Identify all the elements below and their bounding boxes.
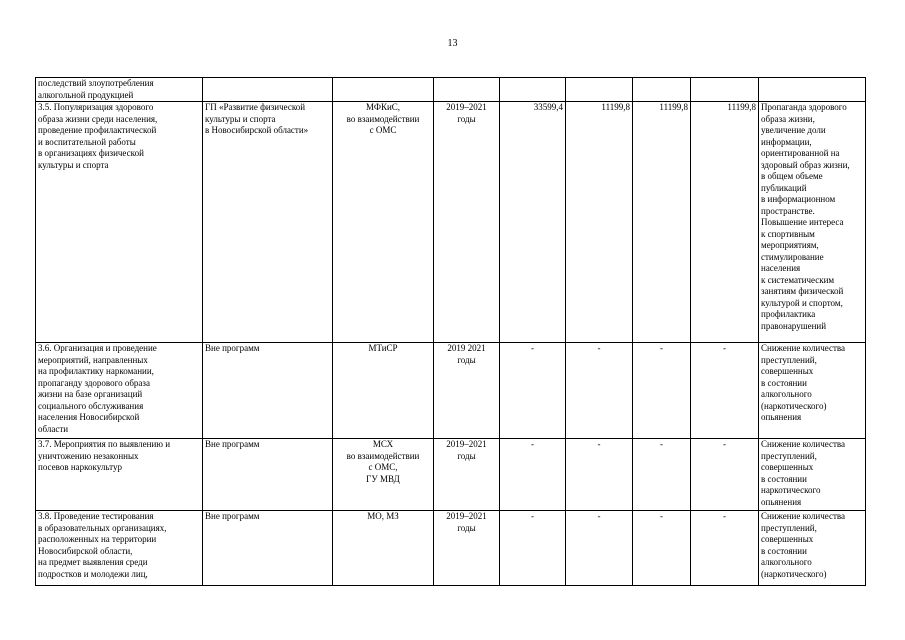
executor-cell: МФКиС, во взаимодействии с ОМС <box>333 102 434 343</box>
period-cell: 2019–2021 годы <box>434 439 500 511</box>
table-row <box>36 511 866 586</box>
total-cell: 33599,4 <box>500 102 566 343</box>
page-number: 13 <box>447 38 458 49</box>
period-cell: 2019 2021 годы <box>434 343 500 439</box>
table-row <box>36 102 866 343</box>
total-cell: - <box>500 439 566 511</box>
total-cell: - <box>500 511 566 586</box>
program-cell: ГП «Развитие физической культуры и спорта в Новосибирской области» <box>203 102 333 343</box>
total-cell <box>500 78 566 102</box>
year-2019-cell: - <box>566 439 633 511</box>
year-2019-cell: 11199,8 <box>566 102 633 343</box>
program-cell: Вне программ <box>203 511 333 586</box>
year-2019-cell: - <box>566 343 633 439</box>
measure-cell: 3.8. Проведение тестирования в образовательных организациях, расположенных на территории Новосибирской области, на предмет выявления среди подростков и молодежи лиц, <box>36 511 203 586</box>
total-cell: - <box>500 343 566 439</box>
year-2021-cell <box>691 78 759 102</box>
measure-cell: 3.6. Организация и проведение мероприятий, направленных на профилактику наркомании, пропаганду здорового образа жизни на базе организаций социального обслуживания населения Новосибирской области <box>36 343 203 439</box>
result-cell: Пропаганда здорового образа жизни, увеличение доли информации, ориентированной на здоровый образ жизни, в общем объеме публикаций в информационном пространстве. Повышение интереса к спортивным мероприятиям, стимулирование населения к систематическим занятиям физической культурой и спортом, профилактика правонарушений <box>759 102 866 343</box>
year-2020-cell <box>633 78 691 102</box>
result-cell <box>759 78 866 102</box>
result-cell: Снижение количества преступлений, совершенных в состоянии наркотического опьянения <box>759 439 866 511</box>
year-2019-cell: - <box>566 511 633 586</box>
measures-table <box>35 77 866 586</box>
year-2021-cell: - <box>691 439 759 511</box>
executor-cell: МТиСР <box>333 343 434 439</box>
table-row <box>36 439 866 511</box>
measure-cell: последствий злоупотребления алкогольной продукцией <box>36 78 203 102</box>
program-cell: Вне программ <box>203 439 333 511</box>
measure-cell: 3.5. Популяризация здорового образа жизни среди населения, проведение профилактической и воспитательной работы в организациях физической культуры и спорта <box>36 102 203 343</box>
program-cell <box>203 78 333 102</box>
measure-cell: 3.7. Мероприятия по выявлению и уничтожению незаконных посевов наркокультур <box>36 439 203 511</box>
period-cell: 2019–2021 годы <box>434 511 500 586</box>
period-cell: 2019–2021 годы <box>434 102 500 343</box>
executor-cell: МСХ во взаимодействии с ОМС, ГУ МВД <box>333 439 434 511</box>
year-2020-cell: 11199,8 <box>633 102 691 343</box>
year-2021-cell: 11199,8 <box>691 102 759 343</box>
result-cell: Снижение количества преступлений, совершенных в состоянии алкогольного (наркотического) <box>759 511 866 586</box>
executor-cell <box>333 78 434 102</box>
executor-cell: МО, МЗ <box>333 511 434 586</box>
year-2019-cell <box>566 78 633 102</box>
table-row <box>36 78 866 102</box>
year-2020-cell: - <box>633 511 691 586</box>
result-cell: Снижение количества преступлений, совершенных в состоянии алкогольного (наркотического) опьянения <box>759 343 866 439</box>
year-2021-cell: - <box>691 343 759 439</box>
period-cell <box>434 78 500 102</box>
program-cell: Вне программ <box>203 343 333 439</box>
year-2021-cell: - <box>691 511 759 586</box>
year-2020-cell: - <box>633 439 691 511</box>
year-2020-cell: - <box>633 343 691 439</box>
table-row <box>36 343 866 439</box>
